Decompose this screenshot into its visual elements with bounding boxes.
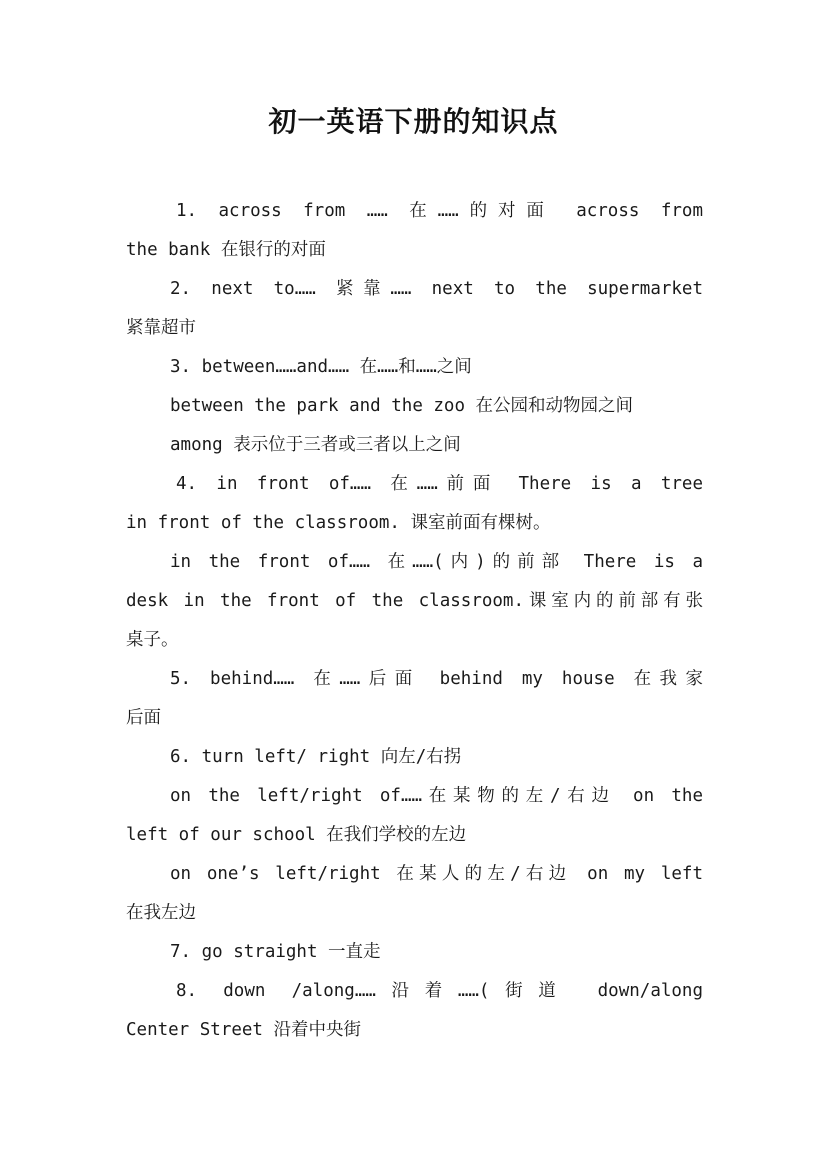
- text-line: 5. behind…… 在……后面 behind my house 在我家: [170, 669, 703, 689]
- text-line: 后面: [126, 708, 161, 728]
- text-line: 1. across from …… 在……的对面 across from: [176, 201, 703, 221]
- text-line: the bank 在银行的对面: [126, 240, 326, 260]
- text-line: 2. next to…… 紧靠…… next to the supermarket: [170, 279, 703, 299]
- text-line: 紧靠超市: [126, 318, 196, 338]
- text-line: 8. down /along……沿着……(街道 down/along: [176, 981, 703, 1001]
- text-line: on the left/right of……在某物的左/右边 on the: [170, 786, 703, 806]
- text-line: 3. between……and…… 在……和……之间: [170, 357, 472, 377]
- text-line: among 表示位于三者或三者以上之间: [170, 435, 461, 455]
- text-line: between the park and the zoo 在公园和动物园之间: [170, 396, 634, 416]
- page-title: 初一英语下册的知识点: [268, 105, 559, 138]
- text-line: desk in the front of the classroom.课室内的前部有张: [126, 591, 703, 611]
- text-line: 在我左边: [126, 903, 196, 923]
- document-body: [126, 192, 703, 1050]
- text-line: 桌子。: [126, 630, 179, 650]
- text-line: Center Street 沿着中央街: [126, 1020, 362, 1040]
- text-line: in front of the classroom. 课室前面有棵树。: [126, 513, 551, 533]
- text-line: in the front of…… 在……(内)的前部 There is a: [170, 552, 703, 572]
- text-line: on one’s left/right 在某人的左/右边 on my left: [170, 864, 703, 884]
- text-line: 6. turn left/ right 向左/右拐: [170, 747, 462, 767]
- text-line: 7. go straight 一直走: [170, 942, 381, 962]
- text-line: left of our school 在我们学校的左边: [126, 825, 467, 845]
- text-line: 4. in front of…… 在……前面 There is a tree: [176, 474, 703, 494]
